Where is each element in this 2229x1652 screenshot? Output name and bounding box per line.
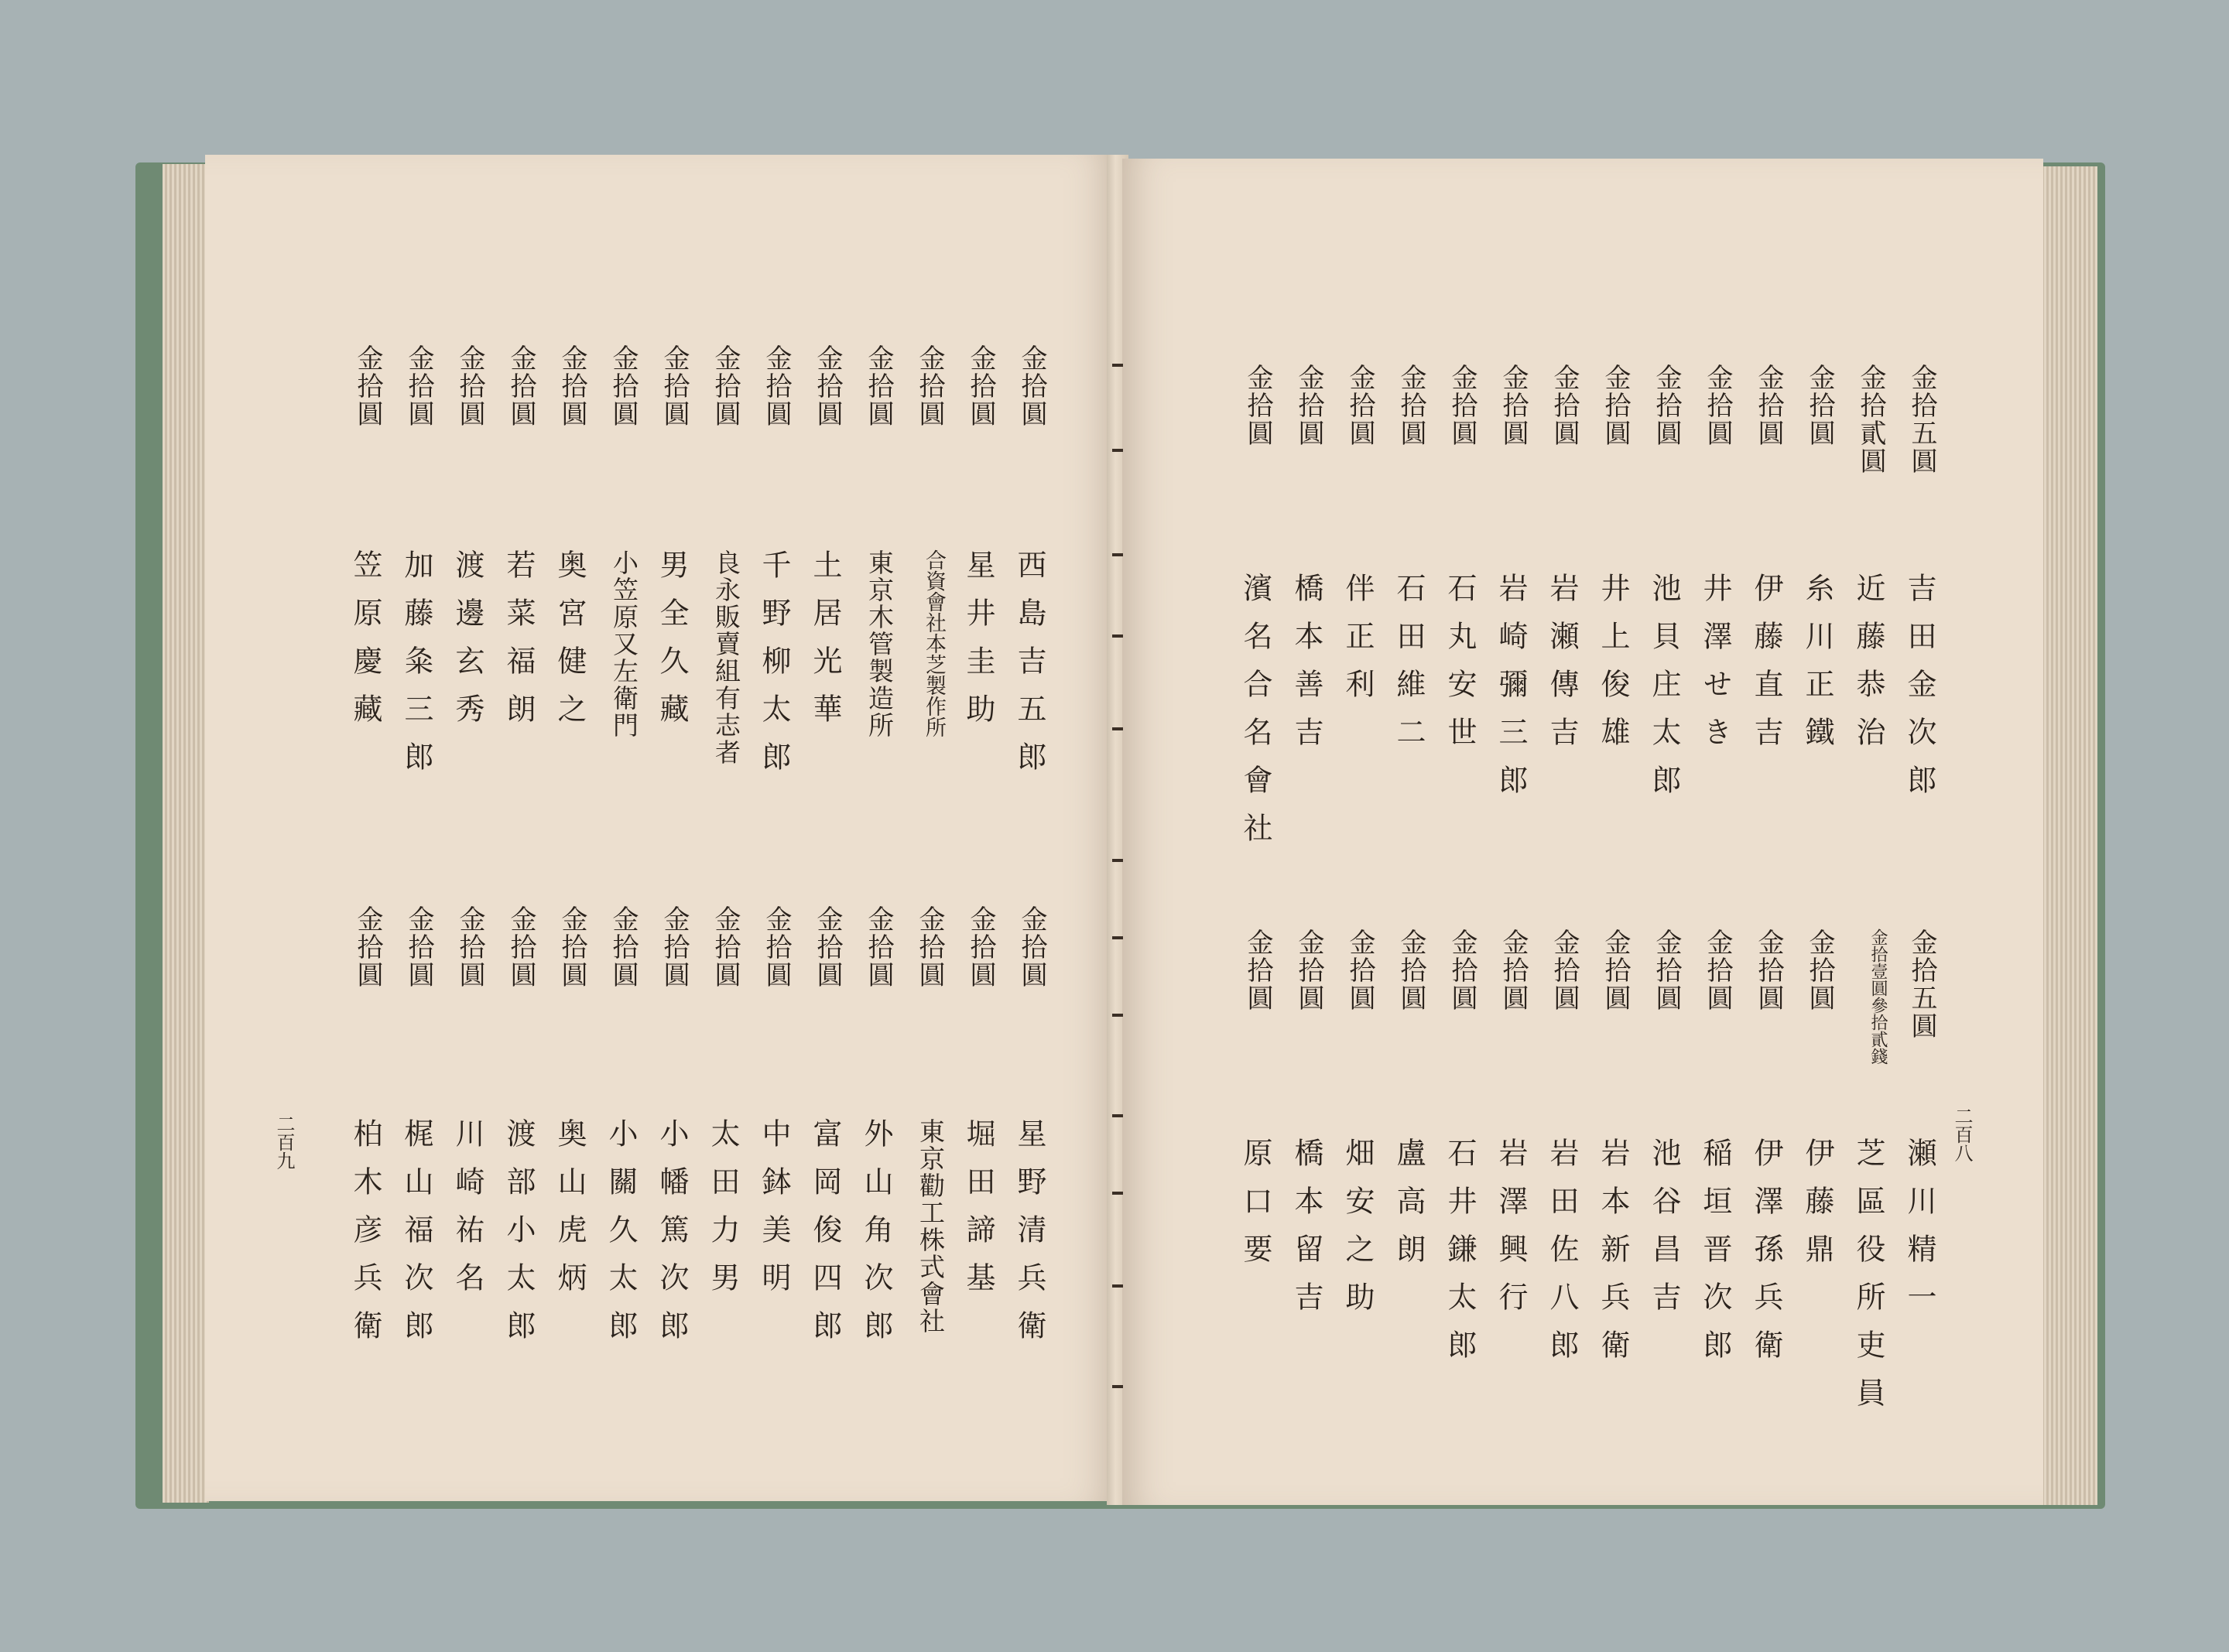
donation-amount: 金拾圓 (863, 344, 894, 428)
donor-name: 濱名合名會社 (1238, 573, 1272, 860)
donor-name: 瀬川精一 (1902, 1137, 1936, 1329)
donation-amount: 金拾圓 (1753, 929, 1784, 1012)
donation-amount: 金拾五圓 (1906, 364, 1937, 475)
donation-amount: 金拾圓 (1498, 364, 1529, 447)
donor-name: 盧高朗 (1392, 1137, 1426, 1281)
donation-amount: 金拾五圓 (1906, 929, 1937, 1040)
donation-amount: 金拾圓 (710, 344, 741, 428)
donor-name: 中鉢美明 (757, 1118, 791, 1310)
donation-amount: 金拾圓 (965, 344, 996, 428)
donor-name: 伊澤孫兵衛 (1749, 1137, 1783, 1377)
donor-name: 男全久藏 (655, 549, 689, 741)
donor-name: 太田力男 (706, 1118, 740, 1310)
donation-amount: 金拾圓 (1447, 929, 1477, 1012)
donor-name: 堀田諦基 (961, 1118, 995, 1310)
donation-amount: 金拾圓 (914, 905, 945, 989)
donation-amount: 金拾圓 (608, 905, 639, 989)
donor-name: 岩澤興行 (1494, 1137, 1528, 1329)
donor-name: 星野清兵衛 (1012, 1118, 1046, 1358)
binding-stitch (1112, 1192, 1123, 1195)
donation-amount: 金拾圓 (710, 905, 741, 989)
donation-amount: 金拾圓 (454, 344, 485, 428)
donor-name: 若菜福朗 (502, 549, 536, 741)
donation-amount: 金拾貳圓 (1855, 364, 1886, 475)
donor-name: 井澤せき (1698, 573, 1732, 764)
donor-name: 笠原慶藏 (348, 549, 382, 741)
donor-name: 奥宮健之 (553, 549, 587, 741)
page-number: 二百九 (273, 1114, 295, 1170)
donor-name: 石丸安世 (1443, 573, 1477, 764)
donor-name: 西島吉五郎 (1012, 549, 1046, 789)
donation-amount: 金拾圓 (863, 905, 894, 989)
donor-name: 池貝庄太郎 (1647, 573, 1681, 812)
donor-name: 芝區役所吏員 (1851, 1137, 1885, 1425)
donor-name: 池谷昌吉 (1647, 1137, 1681, 1329)
donor-name: 糸川正鐵 (1800, 573, 1834, 764)
donor-name: 石井鎌太郎 (1443, 1137, 1477, 1377)
binding-stitch (1112, 1014, 1123, 1017)
binding-stitch (1112, 634, 1123, 638)
donation-amount: 金拾圓 (965, 905, 996, 989)
binding-stitch (1112, 1284, 1123, 1288)
donation-amount: 金拾圓 (352, 905, 383, 989)
donor-name: 岩崎彌三郎 (1494, 573, 1528, 812)
donation-amount: 金拾圓 (1549, 364, 1580, 447)
donor-name: 原口要 (1238, 1137, 1272, 1281)
donor-name: 渡部小太郎 (502, 1118, 536, 1358)
donation-amount: 金拾圓 (1600, 929, 1631, 1012)
donor-name: 富岡俊四郎 (808, 1118, 842, 1358)
donor-name: 稲垣晋次郎 (1698, 1137, 1732, 1377)
donation-amount: 金拾圓 (608, 344, 639, 428)
donor-name: 伊藤鼎 (1800, 1137, 1834, 1281)
donor-name: 合資會社本芝製作所 (922, 549, 946, 737)
donation-amount: 金拾圓 (1651, 929, 1682, 1012)
donor-name: 外山角次郎 (859, 1118, 893, 1358)
donation-amount: 金拾圓 (1016, 905, 1047, 989)
donation-amount: 金拾圓 (1242, 364, 1273, 447)
binding-stitch (1112, 727, 1123, 730)
donation-amount: 金拾圓 (761, 344, 792, 428)
donation-amount: 金拾圓 (1753, 364, 1784, 447)
binding-stitch (1112, 553, 1123, 556)
right-page (1122, 159, 2043, 1505)
donor-name: 岩田佐八郎 (1545, 1137, 1579, 1377)
binding-stitch (1112, 364, 1123, 367)
donor-name: 伴正利 (1340, 573, 1375, 717)
donor-name: 柏木彦兵衛 (348, 1118, 382, 1358)
donation-amount: 金拾圓 (1600, 364, 1631, 447)
donor-name: 井上俊雄 (1596, 573, 1630, 764)
donor-name: 伊藤直吉 (1749, 573, 1783, 764)
donation-amount: 金拾圓 (1651, 364, 1682, 447)
left-page (205, 155, 1114, 1501)
donor-name: 川崎祐名 (450, 1118, 484, 1310)
donor-name: 吉田金次郎 (1902, 573, 1936, 812)
donation-amount: 金拾圓 (1702, 929, 1733, 1012)
donor-name: 土居光華 (808, 549, 842, 741)
binding-stitch (1112, 1385, 1123, 1388)
donation-amount: 金拾圓 (1395, 364, 1426, 447)
binding-stitch (1112, 449, 1123, 452)
donor-name: 加藤粂三郎 (399, 549, 433, 789)
donation-amount: 金拾圓 (1702, 364, 1733, 447)
donation-amount: 金拾圓 (505, 344, 536, 428)
donation-amount: 金拾圓 (1498, 929, 1529, 1012)
donation-amount: 金拾圓 (812, 905, 843, 989)
donor-name: 東京勸工株式會社 (916, 1118, 946, 1335)
donation-amount: 金拾圓 (1549, 929, 1580, 1012)
left-page-edges (163, 164, 209, 1503)
donor-name: 橋本善吉 (1289, 573, 1323, 764)
donation-amount: 金拾圓 (1293, 364, 1324, 447)
donor-name: 岩本新兵衛 (1596, 1137, 1630, 1377)
donation-amount: 金拾圓 (914, 344, 945, 428)
donor-name: 畑安之助 (1340, 1137, 1375, 1329)
binding-stitch (1112, 1114, 1123, 1117)
donation-amount: 金拾圓 (1242, 929, 1273, 1012)
donor-name: 石田維二 (1392, 573, 1426, 764)
donor-name: 橋本留吉 (1289, 1137, 1323, 1329)
donation-amount: 金拾圓 (454, 905, 485, 989)
page-number: 二百八 (1951, 1106, 1973, 1162)
donation-amount: 金拾圓 (1344, 364, 1375, 447)
donation-amount: 金拾圓 (1804, 364, 1835, 447)
donation-amount: 金拾圓 (556, 344, 587, 428)
donation-amount: 金拾圓 (1293, 929, 1324, 1012)
donation-amount: 金拾圓 (505, 905, 536, 989)
donor-name: 奥山虎炳 (553, 1118, 587, 1310)
donor-name: 岩瀬傳吉 (1545, 573, 1579, 764)
donation-amount: 金拾圓 (761, 905, 792, 989)
donor-name: 近藤恭治 (1851, 573, 1885, 764)
binding-stitch (1112, 936, 1123, 939)
donation-amount: 金拾圓 (659, 905, 690, 989)
right-page-edges (2039, 166, 2097, 1505)
donor-name: 梶山福次郎 (399, 1118, 433, 1358)
donation-amount: 金拾圓 (403, 344, 434, 428)
donor-name: 小笠原又左衛門 (609, 549, 639, 739)
donation-amount: 金拾圓 (352, 344, 383, 428)
binding-stitch (1112, 859, 1123, 862)
donor-name: 星井圭助 (961, 549, 995, 741)
donor-name: 良永販賣組有志者 (711, 549, 741, 766)
donor-name: 小關久太郎 (604, 1118, 638, 1358)
donation-amount: 金拾圓 (812, 344, 843, 428)
donation-amount: 金拾圓 (403, 905, 434, 989)
donor-name: 渡邊玄秀 (450, 549, 484, 741)
donation-amount: 金拾圓 (1447, 364, 1477, 447)
donation-amount: 金拾圓 (1344, 929, 1375, 1012)
donation-amount: 金拾圓 (556, 905, 587, 989)
donation-amount: 金拾圓 (659, 344, 690, 428)
donation-amount: 金拾圓 (1804, 929, 1835, 1012)
donation-amount: 金拾壹圓參拾貳錢 (1868, 929, 1888, 1065)
donation-amount: 金拾圓 (1016, 344, 1047, 428)
donor-name: 小幡篤次郎 (655, 1118, 689, 1358)
donor-name: 東京木管製造所 (865, 549, 895, 739)
donation-amount: 金拾圓 (1395, 929, 1426, 1012)
donor-name: 千野柳太郎 (757, 549, 791, 789)
